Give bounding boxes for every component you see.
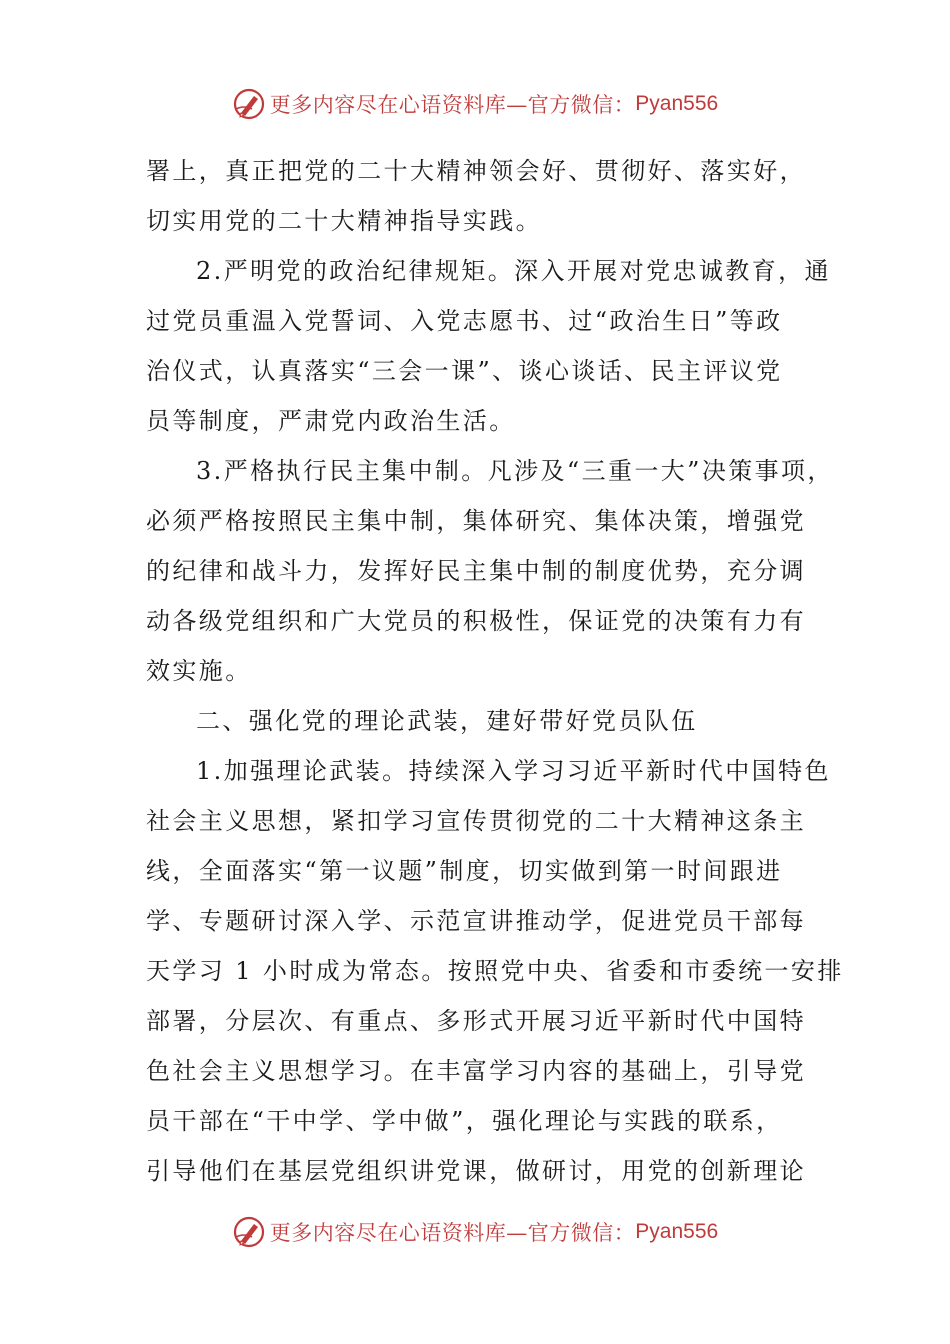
text-line: 社会主义思想，紧扣学习宣传贯彻党的二十大精神这条主: [146, 807, 806, 835]
text-line: 天学习 1 小时成为常态。按照党中央、省委和市委统一安排: [146, 957, 844, 985]
document-body: [146, 146, 844, 1196]
text-line: 员等制度，严肃党内政治生活。: [146, 407, 516, 435]
section-heading: 二、强化党的理论武装，建好带好党员队伍: [196, 707, 698, 735]
paragraph-heading: 3.严格执行民主集中制。凡涉及“三重一大”决策事项，: [196, 457, 834, 485]
header-watermark-id: Pyan556: [635, 92, 719, 115]
pen-logo-icon: [232, 1215, 266, 1249]
paragraph-heading: 1.加强理论武装。持续深入学习习近平新时代中国特色: [196, 757, 831, 785]
text-line: 效实施。: [146, 657, 252, 685]
footer-watermark-id: Pyan556: [635, 1220, 719, 1243]
header-watermark: [0, 84, 950, 124]
text-line: 必须严格按照民主集中制，集体研究、集体决策，增强党: [146, 507, 806, 535]
footer-watermark: [0, 1212, 950, 1252]
footer-watermark-text: 更多内容尽在心语资料库—官方微信：: [269, 1221, 636, 1245]
pen-logo-icon: [232, 87, 266, 121]
text-line: 色社会主义思想学习。在丰富学习内容的基础上，引导党: [146, 1057, 806, 1085]
text-line: 动各级党组织和广大党员的积极性，保证党的决策有力有: [146, 607, 806, 635]
text-line: 的纪律和战斗力，发挥好民主集中制的制度优势，充分调: [146, 557, 806, 585]
text-line: 引导他们在基层党组织讲党课，做研讨，用党的创新理论: [146, 1157, 806, 1185]
text-line: 署上，真正把党的二十大精神领会好、贯彻好、落实好，: [146, 157, 806, 185]
paragraph-heading: 2.严明党的政治纪律规矩。深入开展对党忠诚教育，通: [196, 257, 831, 285]
text-line: 线，全面落实“第一议题”制度，切实做到第一时间跟进: [146, 857, 783, 885]
header-watermark-text: 更多内容尽在心语资料库—官方微信：: [269, 93, 636, 117]
text-line: 学、专题研讨深入学、示范宣讲推动学，促进党员干部每: [146, 907, 806, 935]
text-line: 过党员重温入党誓词、入党志愿书、过“政治生日”等政: [146, 307, 783, 335]
text-line: 治仪式，认真落实“三会一课”、谈心谈话、民主评议党: [146, 357, 783, 385]
text-line: 切实用党的二十大精神指导实践。: [146, 207, 542, 235]
text-line: 员干部在“干中学、学中做”，强化理论与实践的联系，: [146, 1107, 783, 1135]
text-line: 部署，分层次、有重点、多形式开展习近平新时代中国特: [146, 1007, 806, 1035]
